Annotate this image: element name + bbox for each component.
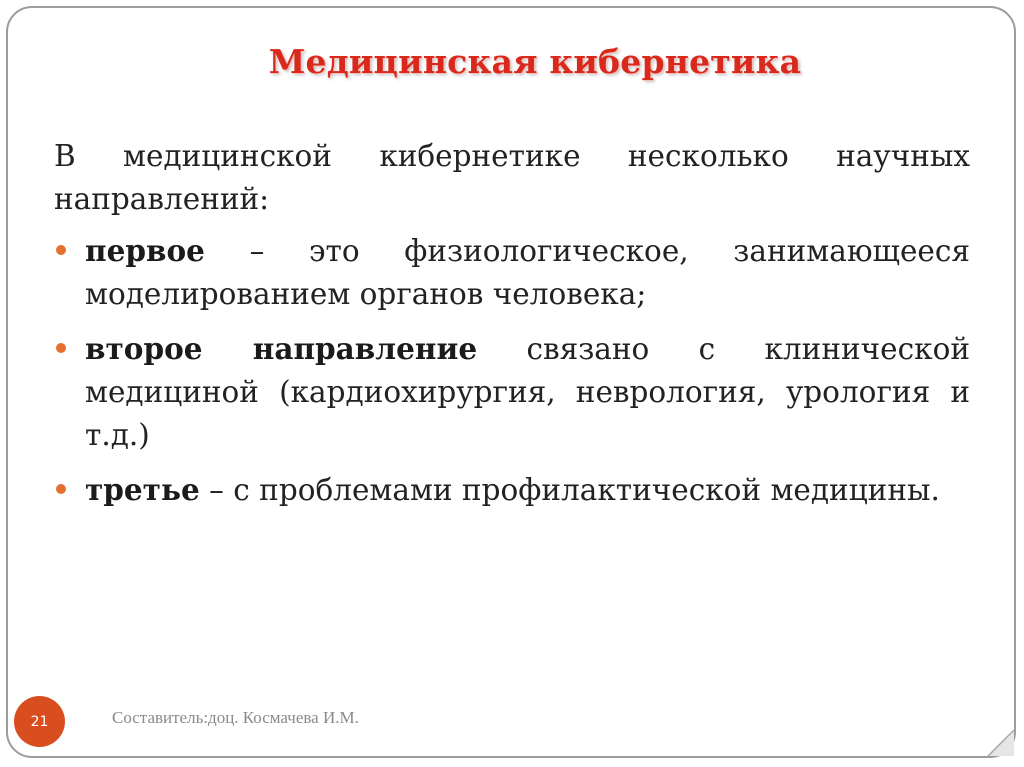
bullet-icon [56, 484, 66, 494]
page-curl-decoration [974, 716, 1014, 756]
bullet-item-first [54, 229, 970, 316]
slide-title: Медицинская кибернетика [268, 42, 802, 81]
bullet-item-third [54, 468, 970, 512]
bullet-term: второе направление [85, 331, 478, 366]
bullet-item-second [54, 327, 970, 457]
bullet-text: – это физиологическое, занимающееся моделированием органов человека; [85, 234, 970, 311]
bullet-icon [56, 245, 66, 255]
slide-body [54, 135, 970, 523]
bullet-term: первое [85, 233, 205, 268]
footer-author: Составитель:доц. Космачева И.М. [112, 708, 359, 727]
bullet-term: третье [85, 472, 200, 507]
page-number-badge: 21 [14, 696, 65, 747]
bullet-icon [56, 343, 66, 353]
bullet-text: – с проблемами профилактической медицины. [199, 473, 940, 507]
intro-text: В медицинской кибернетике несколько научных направлений: [54, 139, 970, 216]
bullet-text: связано с клинической медициной (кардиохирургия, неврология, урология и т.д.) [85, 332, 970, 452]
